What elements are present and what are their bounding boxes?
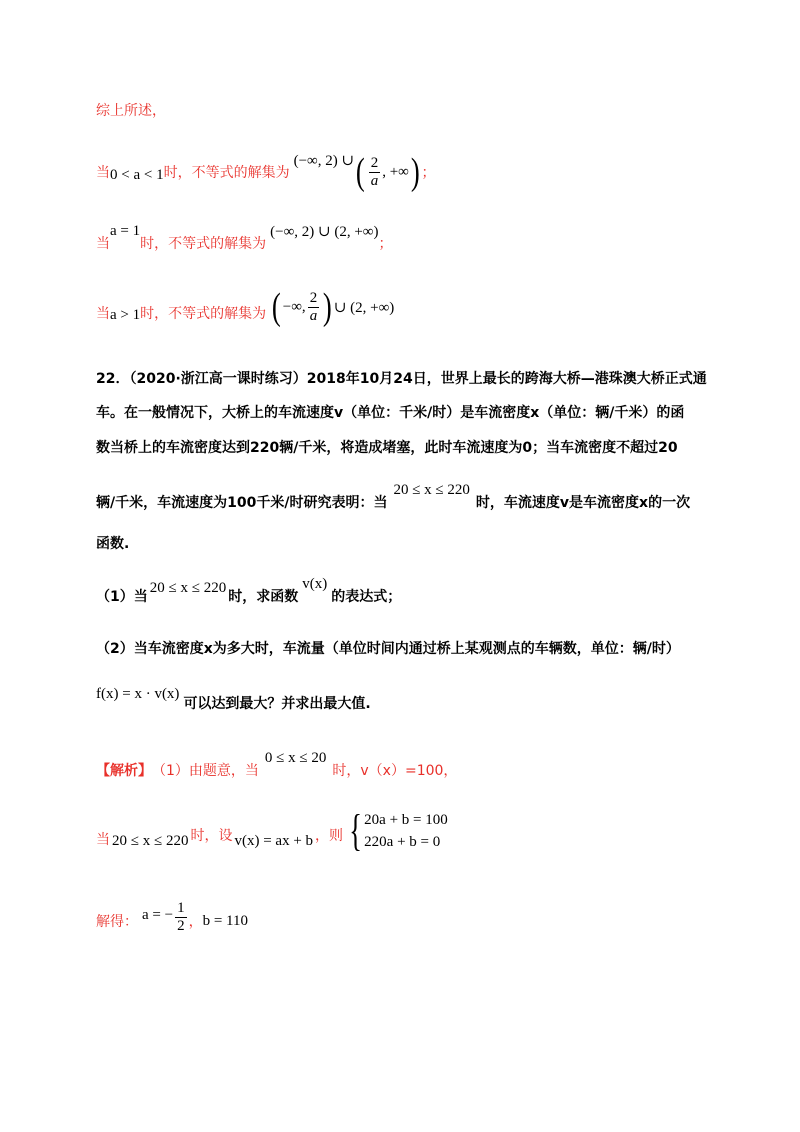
summary-case-2: 当 a = 1 时，不等式的解集为 (−∞, 2) ∪ (2, +∞) ； — [96, 222, 393, 252]
s1-condition: 0 ≤ x ≤ 20 — [264, 749, 327, 766]
case3-condition: a > 1 — [110, 306, 141, 323]
problem-line-5: 函数. — [96, 536, 130, 552]
s2-function: v(x) = ax + b — [234, 832, 314, 849]
summary-case-1: 当 0 < a < 1 时，不等式的解集为 (−∞, 2) ∪ ( $\frac{2}{a}$ , +∞ ) ； — [96, 151, 436, 193]
q2-formula: f(x) = x · v(x) — [96, 685, 180, 702]
solution-tag: 【解析】 — [96, 763, 152, 779]
s2-condition: 20 ≤ x ≤ 220 — [112, 832, 189, 849]
q1-condition: 20 ≤ x ≤ 220 — [149, 579, 227, 596]
question-1: （1）当 20 ≤ x ≤ 220 时，求函数 v(x) 的表达式； — [96, 575, 402, 605]
summary-case-3: 当 a > 1 时，不等式的解集为 ( −∞, $\frac{2}{a}$ ) ∪ (2, +∞) — [96, 286, 395, 328]
equation-1: 20a + b = 100 — [364, 812, 448, 828]
equation-system: { 20a + b = 100 220a + b = 0 — [349, 806, 448, 855]
s3-b-value: b = 110 — [202, 912, 248, 929]
question-2-line-1: （2）当车流密度x为多大时，车流量（单位时间内通过桥上某观测点的车辆数，单位：辆/时） — [96, 641, 680, 657]
problem-line-3: 数当桥上的车流密度达到220辆/千米，将造成堵塞，此时车流速度为0；当车流密度不超过20 — [96, 440, 678, 456]
case2-solution-set: (−∞, 2) ∪ (2, +∞) — [270, 223, 379, 240]
problem-line-4: 辆/千米，车流速度为100千米/时研究表明：当 20 ≤ x ≤ 220 时，车流速度v是车流密度x的一次 — [96, 481, 691, 511]
question-2-line-2: f(x) = x · v(x) 可以达到最大？并求出最大值. — [96, 685, 371, 712]
case3-solution-set: ( −∞, $\frac{2}{a}$ ) ∪ (2, +∞) — [272, 286, 395, 328]
problem-line-1: 22．（2020·浙江高一课时练习） 2018年10月24日，世界上最长的跨海大桥—港珠澳大桥正式通 — [96, 371, 707, 387]
s3-a-value: a = − $\frac{1}{2}$ — [142, 899, 185, 934]
equation-2: 220a + b = 0 — [364, 834, 441, 850]
case1-solution-set: (−∞, 2) ∪ ( $\frac{2}{a}$ , +∞ ) — [293, 151, 420, 193]
case2-condition: a = 1 — [110, 222, 141, 239]
q1-function: v(x) — [302, 575, 328, 592]
case1-condition: 0 < a < 1 — [110, 166, 164, 183]
solution-line-3: 解得： a = − $\frac{1}{2}$ ， b = 110 — [96, 899, 248, 934]
problem-line-2: 车。在一般情况下，大桥上的车流速度v（单位：千米/时）是车流密度x（单位：辆/千米）的函 — [96, 405, 685, 421]
summary-heading: 综上所述， — [96, 103, 166, 119]
problem-condition: 20 ≤ x ≤ 220 — [393, 481, 470, 498]
solution-line-1: 【解析】 （1）由题意，当 0 ≤ x ≤ 20 时，v（x）=100， — [96, 749, 458, 779]
solution-line-2: 当 20 ≤ x ≤ 220 时，设 v(x) = ax + b ，则 { 20a + b = 100 220a + b = 0 — [96, 806, 448, 855]
